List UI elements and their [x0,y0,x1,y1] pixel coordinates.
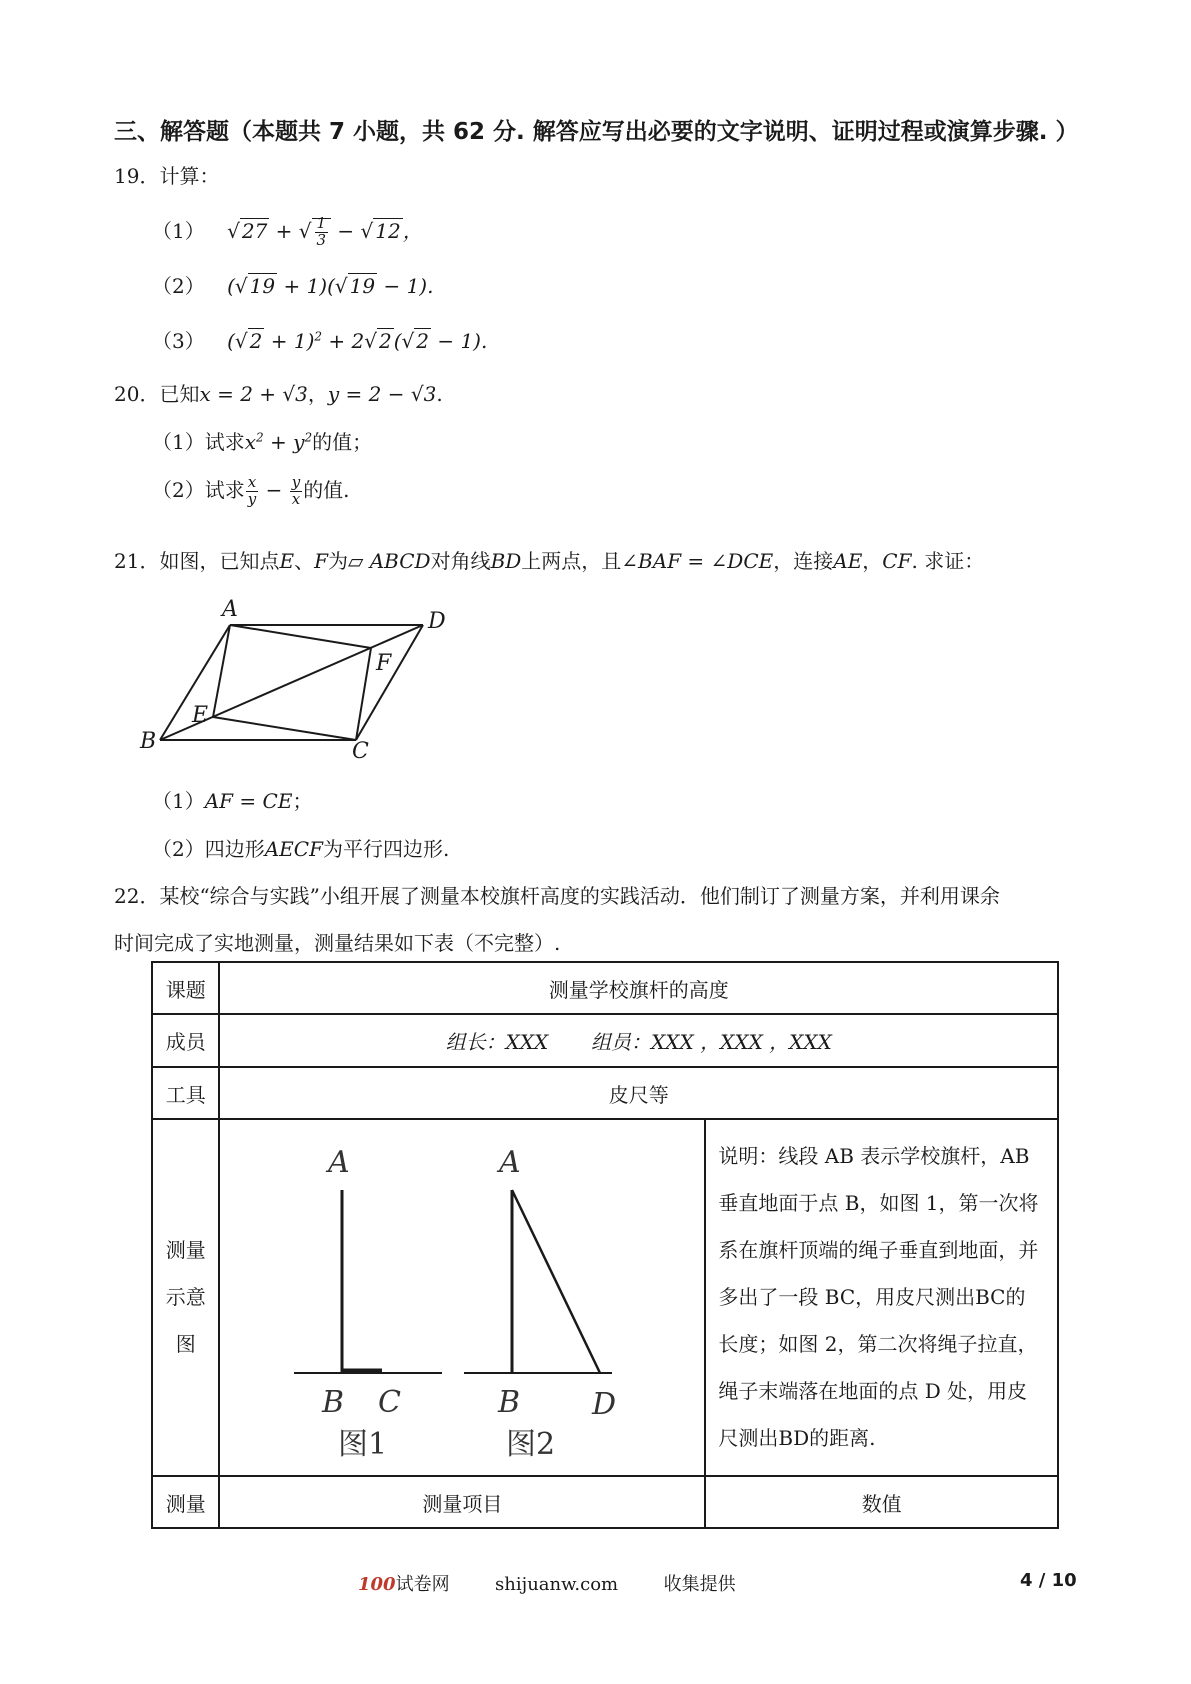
q20-part-1-expr: $x^2 + y^2$ [244,430,313,454]
q21-text-f: . 求证： [911,549,985,573]
q19-prompt: 计算： [159,164,220,188]
q19-number: 19． [114,164,160,188]
q20-header [114,378,443,407]
q19-part-1-expr: √ 27 + √ $\frac{1}{3}$ − √ 12 ， [227,214,423,249]
q21-text-d: 上两点，且 [521,549,622,573]
members-leader: 组长：XXX [445,1030,549,1054]
q22-number: 22． [114,884,160,908]
q21-number: 21． [114,549,160,573]
row-measure-label: 测量 [152,1476,219,1528]
row-tools-value: 皮尺等 [219,1067,1058,1119]
q20-part-1-prefix: （1）试求 [152,430,245,454]
footer-credit: 收集提供 [663,1574,736,1595]
footer-site-name: 试卷网 [395,1574,450,1595]
fig2-caption: 图2 [506,1427,556,1462]
table-row-topic [152,962,1058,1014]
fig-label-c: C [352,739,369,760]
measure-value-header: 数值 [705,1476,1058,1528]
table-row-members [152,1014,1058,1067]
measure-item-header: 测量项目 [219,1476,705,1528]
q21-ae: AE [833,549,863,573]
q20-part-2-expr: $\frac{x}{y}$ − $\frac{y}{x}$ [247,473,301,508]
q21-part-1-expr: AF = CE [204,789,293,813]
row-tools-label: 工具 [152,1067,219,1119]
diagram-label-line-1: 测量 [165,1238,206,1262]
q22-line-1-text: 某校“综合与实践”小组开展了测量本校旗杆高度的实践活动．他们制订了测量方案，并利用课余 [159,884,1000,908]
fig-label-d: D [428,609,446,634]
q21-point-e: E [279,549,295,573]
table-row-tools [152,1067,1058,1119]
fig-label-f: F [376,651,392,676]
q21-part-1 [152,785,312,814]
q20-number: 20． [114,382,160,406]
q19-part-2-expr: (√ 19 + 1)(√ 19 − 1). [227,274,434,298]
page-number: 4 / 10 [1020,1570,1077,1591]
q21-abcd: ABCD [369,549,431,573]
fig1-label-a: A [328,1145,351,1180]
q22-line-2: 时间完成了实地测量，测量结果如下表（不完整）. [114,931,561,955]
q21-text-b: 为▱ [327,549,370,573]
table-row-diagram [152,1119,1058,1476]
fig2-label-a: A [499,1145,522,1180]
q20-part-1-suffix: 的值； [312,430,373,454]
q21-part-1-end: ； [292,789,313,813]
q19-part-1-label: （1） [152,219,205,243]
q19-part-3-expr: (√ 2 + 1)$^2$ + 2√ 2 (√ 2 − 1). [227,329,488,353]
q21-point-f: F [314,549,328,573]
q19-part-2-label: （2） [152,274,205,298]
q20-part-2-suffix: 的值. [303,478,350,502]
q21-angle-eq: ∠BAF = ∠DCE [621,549,774,573]
q19-part-1 [152,215,423,249]
q20-part-1 [152,426,372,455]
q19-part-3 [152,325,487,354]
row-diagram-figures [219,1119,705,1476]
diagram-label-line-3: 图 [175,1332,196,1356]
fig2-label-b: B [498,1385,521,1420]
row-members-label: 成员 [152,1014,219,1067]
q19-part-2 [152,270,433,299]
q21-bd: BD [490,549,522,573]
q21-text-e: ，连接 [773,549,834,573]
fig1-label-c: C [378,1385,402,1420]
footer-domain: shijuanw.com [495,1574,619,1595]
q19-part-3-label: （3） [152,329,205,353]
row-members-value [219,1014,1058,1067]
q21-parallelogram-figure [130,590,460,760]
members-list: 组员：XXX ，XXX ，XXX [591,1030,832,1054]
site-logo: 100 [358,1574,396,1595]
row-topic-value: 测量学校旗杆的高度 [219,962,1058,1014]
q21-part-2-expr: AECF [264,837,323,861]
q20-part-2-prefix: （2）试求 [152,478,245,502]
fig-label-b: B [140,729,157,754]
q21-dunhao: 、 [294,549,315,573]
fig2-rope-ad [512,1190,600,1373]
q20-prompt: 已知 [159,382,200,406]
q22-line-1 [114,880,1000,909]
q21-part-2-label: （2）四边形 [152,837,265,861]
q21-part-2-end: 为平行四边形. [322,837,450,861]
q21-cf: CF [882,549,912,573]
q20-y-def: y = 2 − √3 [327,382,437,406]
q21-text-c: 对角线 [430,549,491,573]
q19-header [114,160,219,189]
footer [358,1570,736,1596]
q20-sep: ， [307,382,328,406]
diagram-label-line-2: 示意 [165,1285,206,1309]
q21-text-a: 如图，已知点 [159,549,280,573]
row-topic-label: 课题 [152,962,219,1014]
measurement-table [151,961,1059,1529]
diagram-note: 说明：线段 AB 表示学校旗杆，AB垂直地面于点 B，如图 1，第一次将系在旗杆顶端的绳子垂直到地面，并多出了一段 BC，用皮尺测出BC的长度；如图 2，第二次将绳子拉直，绳子末端落在地面的点 D 处，用皮尺测出BD的距离. [705,1119,1058,1476]
fig-label-e: E [192,703,209,728]
segment-af [230,625,371,648]
row-diagram-label [152,1119,219,1476]
q21-comma: ， [862,549,883,573]
q20-end: . [436,382,443,406]
q21-header [114,545,984,574]
fig1-label-b: B [322,1385,345,1420]
q21-part-2 [152,833,449,862]
fig2-label-d: D [592,1387,617,1422]
q20-part-2 [152,474,350,508]
fig1-caption: 图1 [338,1427,388,1462]
q21-part-1-label: （1） [152,789,205,813]
flagpole-figures [222,1120,702,1470]
section-title: 三、解答题（本题共 7 小题，共 62 分. 解答应写出必要的文字说明、证明过程或演算步骤. ） [114,119,1079,145]
q20-x-def: x = 2 + √3 [199,382,308,406]
segment-ec [213,717,356,740]
table-row-measure [152,1476,1058,1528]
fig-label-a: A [222,597,238,622]
